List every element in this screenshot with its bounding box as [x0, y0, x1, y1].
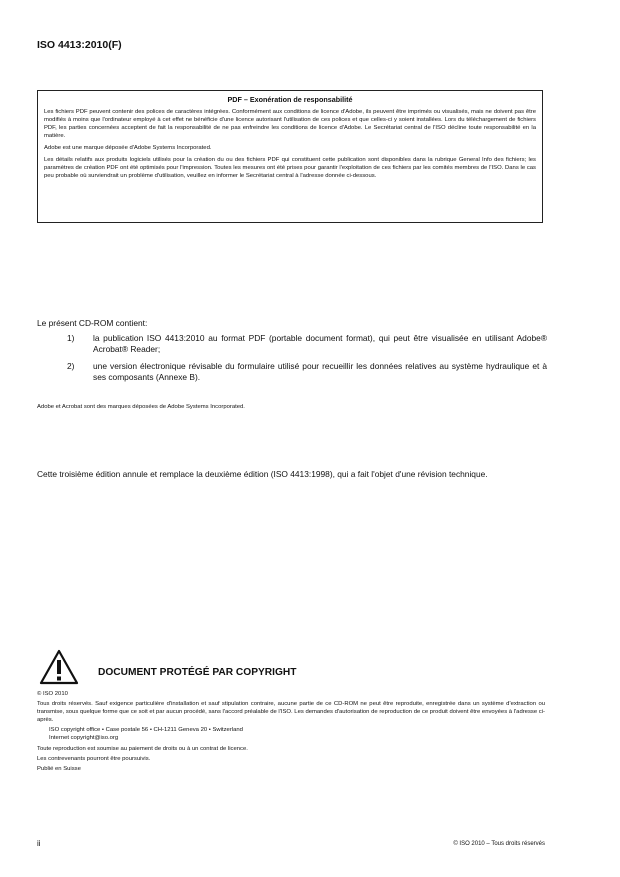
warning-icon [39, 649, 79, 685]
disclaimer-paragraph: Les détails relatifs aux produits logiciels utilisés pour la création du ou des fichiers PDF qui constituent cette publication sont disponibles dans la rubrique General Info des fichiers; les paramètres de création PDF ont été optimisés pour l'impression. Toutes les mesures ont été prises pour garantir l'exploitation de ces fichiers par les comités membres de l'ISO. Dans le cas peu probable où surviendrait un problème d'utilisation, veuillez en informer le Secrétariat central à l'adresse donnée ci-dessous. [44, 157, 536, 179]
copyright-rights: Tous droits réservés. Sauf exigence particulière d'installation et sauf stipulation contraire, aucune partie de ce CD-ROM ne peut être reproduite, enregistrée dans un système d'extraction ou transmise, sous quelque forme que ce soit et par aucun procédé, sans l'accord préalable de l'ISO. Les demandes d'autorisation de reproduction de ce produit doivent être envoyées à l'adresse ci-après. [37, 701, 545, 723]
list-item [67, 333, 547, 355]
copyright-email: Internet copyright@iso.org [49, 735, 119, 741]
disclaimer-paragraph: Les fichiers PDF peuvent contenir des polices de caractères intégrées. Conformément aux conditions de licence d'Adobe, ils peuvent être imprimés ou visualisés, mais ne doivent pas être modifiés à moins que l'ordinateur employé à cet effet ne bénéficie d'une licence autorisant l'utilisation de ces polices et que celles-ci y soient installées. Lors du téléchargement de fichiers PDF, les parties concernées acceptent de fait la responsabilité de ne pas enfreindre les conditions de licence d'Adobe. Le Secrétariat central de l'ISO décline toute responsabilité en la matière. [44, 109, 536, 139]
list-item [67, 361, 547, 383]
copyright-address: ISO copyright office • Case postale 56 • CH-1211 Geneva 20 • Switzerland [49, 727, 243, 733]
list-item-number: 1) [67, 333, 75, 343]
list-item-text: la publication ISO 4413:2010 au format PDF (portable document format), qui peut être visualisée en utilisant Adobe® Acrobat® Reader; [93, 333, 547, 354]
disclaimer-title: PDF – Exonération de responsabilité [227, 95, 353, 104]
document-id: ISO 4413:2010(F) [37, 39, 122, 51]
copyright-prosecution: Les contrevenants pourront être poursuivis. [37, 756, 151, 762]
list-item-text: une version électronique révisable du formulaire utilisé pour recueillir les données relatives au système hydraulique et à ses composants (Annexe B). [93, 361, 547, 382]
disclaimer-paragraph: Adobe est une marque déposée d'Adobe Systems Incorporated. [44, 145, 212, 151]
trademark-note: Adobe et Acrobat sont des marques déposées de Adobe Systems Incorporated. [37, 404, 245, 410]
cdrom-contents-list [37, 333, 547, 389]
page-number: ii [37, 839, 41, 848]
footer-rights: © ISO 2010 – Tous droits réservés [453, 841, 545, 847]
copyright-payment: Toute reproduction est soumise au paiement de droits ou à un contrat de licence. [37, 746, 248, 752]
cdrom-intro: Le présent CD-ROM contient: [37, 318, 148, 328]
copyright-year: © ISO 2010 [37, 691, 68, 697]
copyright-title: DOCUMENT PROTÉGÉ PAR COPYRIGHT [98, 667, 297, 678]
list-item-number: 2) [67, 361, 75, 371]
edition-note: Cette troisième édition annule et remplace la deuxième édition (ISO 4413:1998), qui a fait l'objet d'une révision technique. [37, 469, 488, 479]
copyright-block [37, 690, 545, 775]
pdf-disclaimer-box [37, 90, 543, 223]
copyright-published: Publié en Suisse [37, 766, 81, 772]
